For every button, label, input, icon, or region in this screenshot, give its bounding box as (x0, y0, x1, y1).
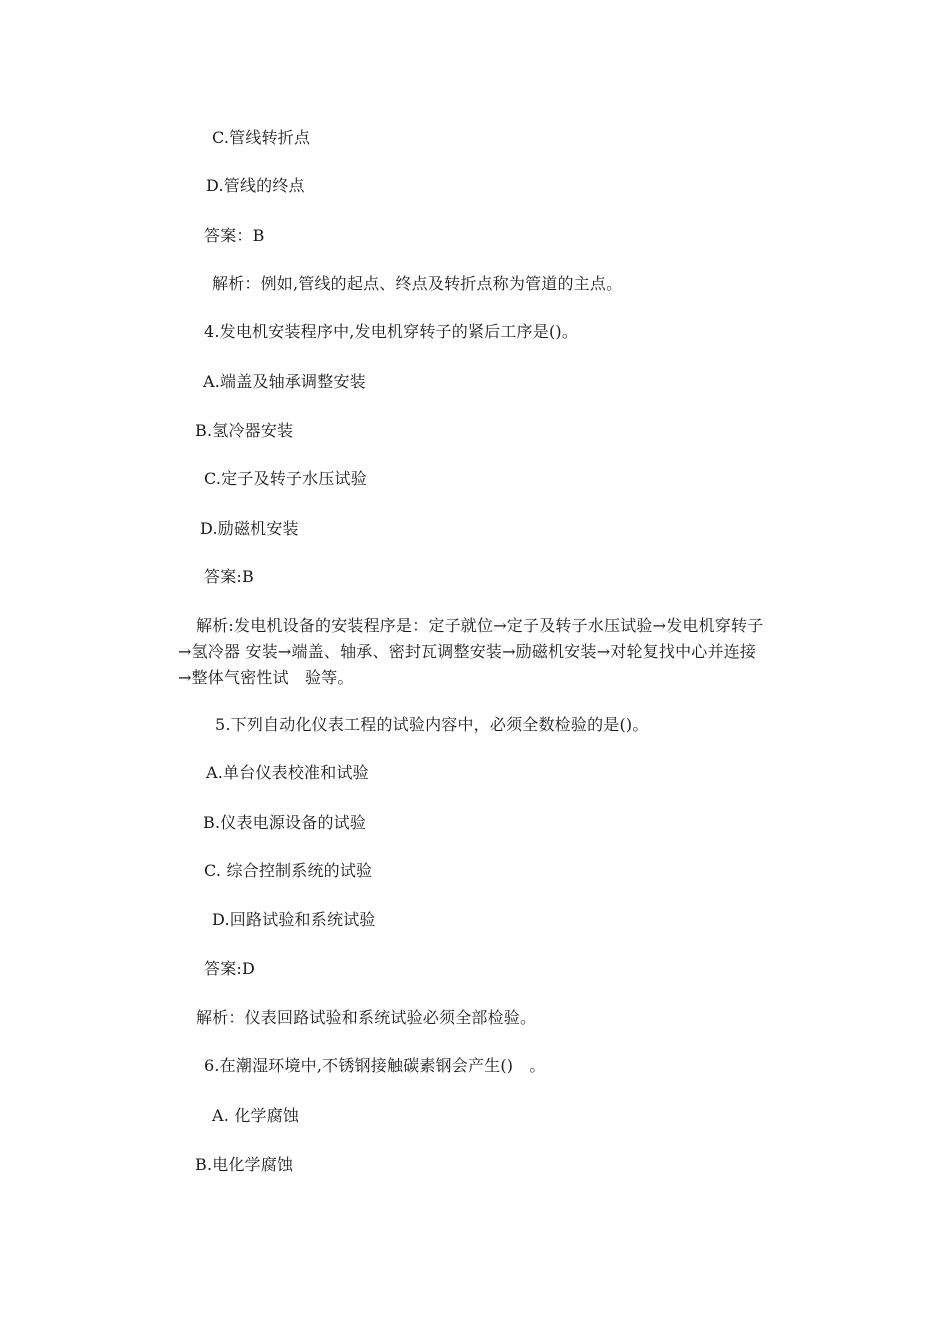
q4-answer: 答案:B (204, 567, 254, 586)
q5-option-b: B.仪表电源设备的试验 (203, 813, 367, 832)
q5-explanation: 解析：仪表回路试验和系统试验必须全部检验。 (196, 1008, 537, 1027)
q5-option-a: A.单台仪表校准和试验 (206, 763, 369, 782)
q4-option-b: B.氢冷器安装 (195, 421, 294, 440)
q3-answer: 答案：B (204, 226, 265, 245)
q6-option-a: A. 化学腐蚀 (212, 1106, 300, 1125)
q4-question: 4.发电机安装程序中,发电机穿转子的紧后工序是()。 (204, 322, 579, 341)
q3-option-c: C.管线转折点 (212, 128, 311, 147)
q4-explanation-line-1: 解析:发电机设备的安装程序是：定子就位→定子及转子水压试验→发电机穿转子 (196, 616, 764, 635)
q5-question: 5.下列自动化仪表工程的试验内容中，必须全数检验的是()。 (215, 715, 649, 734)
q4-explanation-line-2: →氢冷器 安装→端盖、轴承、密封瓦调整安装→励磁机安装→对轮复找中心并连接 (178, 642, 757, 661)
q6-option-b: B.电化学腐蚀 (195, 1155, 294, 1174)
q5-option-c: C. 综合控制系统的试验 (204, 861, 373, 880)
q4-option-c: C.定子及转子水压试验 (204, 469, 367, 488)
q4-option-a: A.端盖及轴承调整安装 (203, 372, 366, 391)
q5-answer: 答案:D (204, 959, 256, 978)
q5-option-d: D.回路试验和系统试验 (212, 910, 376, 929)
q3-option-d: D.管线的终点 (206, 176, 305, 195)
q4-option-d: D.励磁机安装 (200, 519, 299, 538)
q6-question: 6.在潮湿环境中,不锈钢接触碳素钢会产生() 。 (204, 1056, 546, 1075)
q3-explanation: 解析：例如,管线的起点、终点及转折点称为管道的主点。 (212, 274, 623, 293)
q4-explanation (178, 613, 763, 691)
q4-explanation-line-3: →整体气密性试 验等。 (178, 668, 354, 687)
